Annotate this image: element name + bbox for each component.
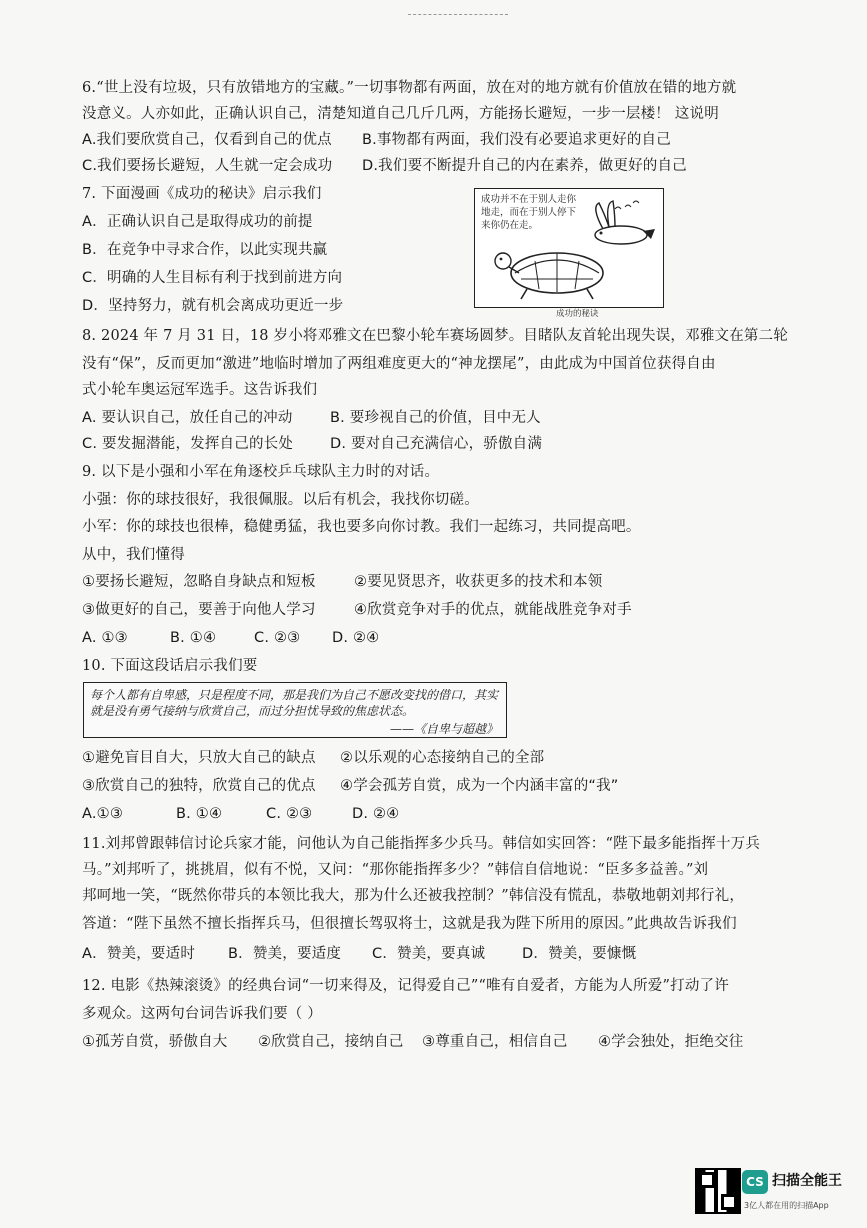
comic-success-secret: [474, 188, 664, 308]
q12-item-4: ④学会独处，拒绝交往: [598, 1034, 744, 1050]
q8-option-c: C. 要发掘潜能，发挥自己的长处: [82, 436, 294, 452]
q12-item-2: ②欣赏自己，接纳自己: [258, 1034, 404, 1050]
q10-stem: 10. 下面这段话启示我们要: [82, 658, 258, 674]
q10-item-3: ③欣赏自己的独特，欣赏自己的优点: [82, 778, 316, 794]
q11-option-a: A．赞美，要适时: [82, 946, 196, 962]
q10-option-c: C. ②③: [266, 806, 313, 822]
q7-option-a: A．正确认识自己是取得成功的前提: [82, 214, 313, 230]
q6-stem-line-2: 没意义。人亦如此，正确认识自己，清楚知道自己几斤几两，方能扬长避短，一步一层楼！ 这说明: [82, 106, 719, 122]
camscanner-logo: CS: [742, 1170, 768, 1194]
q6-option-b: B.事物都有两面，我们没有必要追求更好的自己: [362, 132, 671, 148]
q10-item-2: ②以乐观的心态接纳自己的全部: [340, 750, 545, 766]
comic-caption-text: 成功并不在于别人走你地走，而在于别人停下来你仍在走。: [481, 194, 577, 231]
q6-option-a: A.我们要欣赏自己，仅看到自己的优点: [82, 132, 332, 148]
q10-option-a: A.①③: [82, 806, 124, 822]
q7-option-c: C．明确的人生目标有利于找到前进方向: [82, 270, 343, 286]
q12-stem-line-1: 12. 电影《热辣滚烫》的经典台词“一切来得及，记得爱自己”“唯有自爱者，方能为人所爱”打动了许: [82, 978, 729, 994]
q9-option-a: A. ①③: [82, 630, 128, 646]
quote-source: ——《自卑与超越》: [389, 722, 498, 736]
q9-option-c: C. ②③: [254, 630, 301, 646]
q11-stem-line-1: 11.刘邦曾跟韩信讨论兵家才能，问他认为自己能指挥多少兵马。韩信如实回答：“陛下最多能指挥十万兵: [82, 836, 761, 852]
q11-stem-line-4: 答道：“陛下虽然不擅长指挥兵马，但很擅长驾驭将士，这就是我为陛下所用的原因。”此典故告诉我们: [82, 916, 737, 932]
q9-option-b: B. ①④: [170, 630, 217, 646]
q12-stem-line-2: 多观众。这两句台词告诉我们要（ ）: [82, 1006, 323, 1022]
q11-stem-line-2: 马。”刘邦听了，挑挑眉，似有不悦，又问：“那你能指挥多少？”韩信自信地说：“臣多多益善。”刘: [82, 862, 709, 878]
tortoise-hare-illustration: [475, 189, 663, 307]
q9-option-d: D. ②④: [332, 630, 380, 646]
q8-stem-line-3: 式小轮车奥运冠军选手。这告诉我们: [82, 382, 318, 398]
q9-item-4: ④欣赏竞争对手的优点，就能战胜竞争对手: [354, 602, 632, 618]
brand-tagline: 3亿人都在用的扫描App: [744, 1201, 829, 1210]
q6-stem-line-1: 6.“世上没有垃圾，只有放错地方的宝藏。”一切事物都有两面，放在对的地方就有价值放在错的地方就: [82, 80, 737, 96]
q11-option-d: D．赞美，要慷慨: [522, 946, 637, 962]
q9-dialog-2: 小军：你的球技也很棒，稳健勇猛，我也要多向你讨教。我们一起练习，共同提高吧。: [82, 519, 641, 535]
q9-dialog-1: 小强：你的球技很好，我很佩服。以后有机会，我找你切磋。: [82, 492, 479, 508]
q7-stem: 7. 下面漫画《成功的秘诀》启示我们: [82, 186, 322, 202]
brand-name: 扫描全能王: [772, 1173, 842, 1189]
q8-option-b: B. 要珍视自己的价值，目中无人: [330, 410, 541, 426]
q8-option-a: A. 要认识自己，放任自己的冲动: [82, 410, 293, 426]
q9-item-1: ①要扬长避短，忽略自身缺点和短板: [82, 574, 316, 590]
q11-option-c: C．赞美，要真诚: [372, 946, 486, 962]
comic-title: 成功的秘诀: [556, 309, 599, 319]
q9-lead: 从中，我们懂得: [82, 547, 185, 563]
q10-item-1: ①避免盲目自大，只放大自己的缺点: [82, 750, 316, 766]
q11-option-b: B．赞美，要适度: [228, 946, 342, 962]
q9-item-2: ②要见贤思齐，收获更多的技术和本领: [354, 574, 603, 590]
q8-stem-line-2: 没有“保”，反而更加“激进”地临时增加了两组难度更大的“神龙摆尾”，由此成为中国首位获得自由: [82, 356, 716, 372]
top-mark: [408, 14, 508, 17]
q10-option-b: B. ①④: [176, 806, 223, 822]
q9-stem: 9. 以下是小强和小军在角逐校乒乓球队主力时的对话。: [82, 464, 440, 480]
q10-option-d: D. ②④: [352, 806, 400, 822]
q8-stem-line-1: 8. 2024 年 7 月 31 日，18 岁小将邓雅文在巴黎小轮车赛场圆梦。目睹队友首轮出现失误，邓雅文在第二轮: [82, 328, 789, 344]
quote-text: 每个人都有自卑感，只是程度不同，那是我们为自己不愿改变找的借口，其实就是没有勇气接纳与欣赏自己，而过分担忧导致的焦虑状态。: [90, 688, 499, 718]
q7-option-b: B．在竞争中寻求合作，以此实现共赢: [82, 242, 328, 258]
q6-option-d: D.我们要不断提升自己的内在素养，做更好的自己: [362, 158, 687, 174]
q6-option-c: C.我们要扬长避短，人生就一定会成功: [82, 158, 333, 174]
q12-item-3: ③尊重自己，相信自己: [422, 1034, 568, 1050]
q9-item-3: ③做更好的自己，要善于向他人学习: [82, 602, 316, 618]
q8-option-d: D. 要对自己充满信心，骄傲自满: [330, 436, 543, 452]
q7-option-d: D．坚持努力，就有机会离成功更近一步: [82, 298, 344, 314]
qr-code: [695, 1168, 741, 1214]
q11-stem-line-3: 邦呵地一笑，“既然你带兵的本领比我大，那为什么还被我控制？”韩信没有慌乱，恭敬地朝刘邦行礼，: [82, 888, 745, 904]
q10-item-4: ④学会孤芳自赏，成为一个内涵丰富的“我”: [340, 778, 619, 794]
q12-item-1: ①孤芳自赏，骄傲自大: [82, 1034, 228, 1050]
quote-box: [83, 682, 507, 738]
